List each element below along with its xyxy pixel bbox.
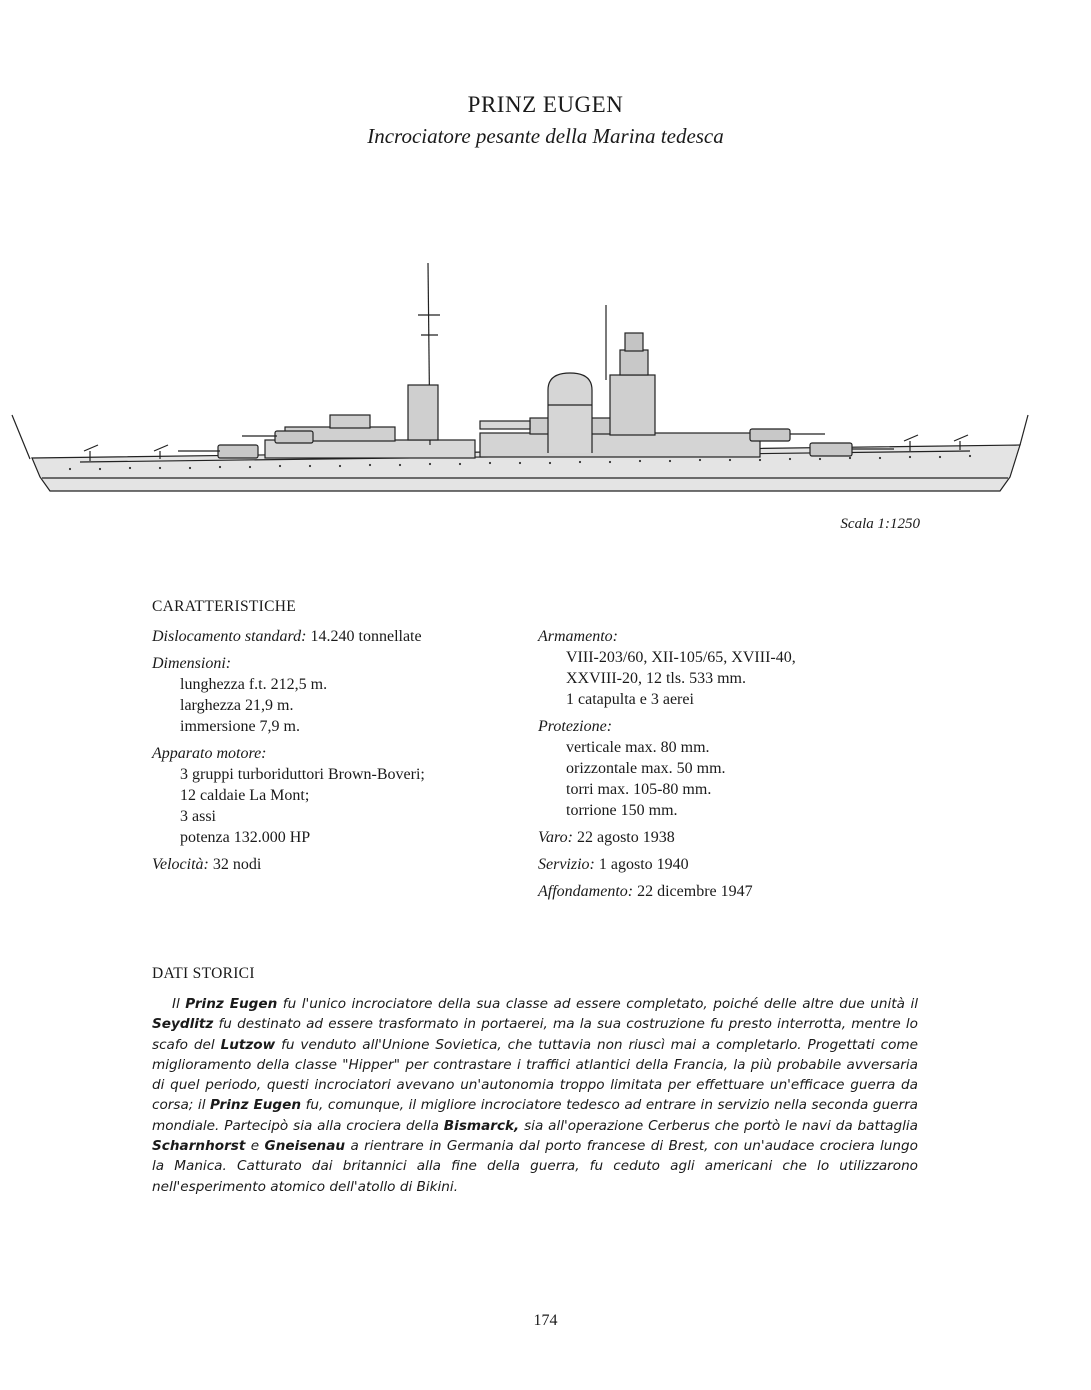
- ship-name: Gneisenau: [264, 1138, 346, 1155]
- page-title: PRINZ EUGEN: [467, 92, 624, 117]
- spec-displacement: [152, 626, 522, 647]
- spec-line: XXVIII-20, 12 tls. 533 mm.: [566, 670, 746, 687]
- history-text: fu, comunque, il migliore incrociatore tedesco ad entrare in servizio nella seconda guerra mondiale. Partecipò sia alla crociera della: [152, 1097, 918, 1134]
- spec-line: potenza 132.000 HP: [180, 829, 311, 846]
- spec-value: 1 agosto 1940: [598, 856, 689, 873]
- ship-name: Lutzow: [220, 1036, 276, 1053]
- spec-service: [538, 854, 918, 875]
- spec-dimensions: [152, 653, 522, 737]
- history-text: fu l'unico incrociatore della sua classe ad essere completato, poiché delle altre due unità il: [277, 996, 919, 1012]
- spec-line: orizzontale max. 50 mm.: [566, 760, 726, 777]
- specs-right-column: [538, 626, 918, 908]
- spec-value: 22 dicembre 1947: [637, 883, 753, 900]
- spec-value: 22 agosto 1938: [576, 829, 675, 846]
- history-heading: DATI STORICI: [152, 965, 255, 982]
- spec-line: verticale max. 80 mm.: [566, 739, 710, 756]
- ship-name: Scharnhorst: [152, 1138, 246, 1155]
- spec-label: Servizio:: [538, 856, 595, 873]
- scale-label: Scala 1:1250: [840, 516, 920, 532]
- spec-line: VIII-203/60, XII-105/65, XVIII-40,: [566, 649, 796, 666]
- spec-armament: [538, 626, 918, 710]
- spec-launch: [538, 827, 918, 848]
- spec-label: Dislocamento standard:: [152, 628, 307, 645]
- spec-label: Affondamento:: [538, 883, 634, 900]
- spec-line: 3 gruppi turboriduttori Brown-Boveri;: [180, 766, 425, 783]
- spec-line: immersione 7,9 m.: [180, 718, 300, 735]
- spec-label: Armamento:: [538, 628, 618, 645]
- page-number: 174: [533, 1312, 558, 1329]
- page-subtitle: Incrociatore pesante della Marina tedesca: [367, 124, 724, 148]
- spec-line: torri max. 105-80 mm.: [566, 781, 712, 798]
- ship-name: Prinz Eugen: [210, 1097, 302, 1114]
- ship-name: Bismarck,: [443, 1117, 520, 1134]
- history-text: Il: [172, 996, 186, 1012]
- spec-line: 1 catapulta e 3 aerei: [566, 691, 694, 708]
- spec-sinking: [538, 881, 918, 902]
- specs-left-column: [152, 626, 522, 881]
- spec-speed: [152, 854, 522, 875]
- history-text: fu destinato ad essere trasformato in portaerei, ma la sua costruzione fu presto interrotta, mentre lo scafo del: [152, 1016, 918, 1053]
- ship-name: Prinz Eugen: [185, 996, 278, 1012]
- spec-label: Apparato motore:: [152, 745, 267, 762]
- history-text: e: [245, 1138, 265, 1155]
- history-paragraph: [152, 994, 918, 1197]
- spec-label: Velocità:: [152, 856, 209, 873]
- spec-line: 12 caldaie La Mont;: [180, 787, 310, 804]
- spec-protection: [538, 716, 918, 821]
- spec-line: lunghezza f.t. 212,5 m.: [180, 676, 328, 693]
- history-text: a rientrare in Germania dal porto francese di Brest, con un'audace crociera lungo la Manica. Catturato dai britannici alla fine della guerra, fu ceduto agli americani che lo utilizzarono nell'esperimento atomico dell'atollo di Bikini.: [152, 1138, 918, 1195]
- history-text: fu venduto all'Unione Sovietica, che tuttavia non riuscì mai a completarlo. Progettati come miglioramento della classe "Hipper" per contrastare i traffici atlantici della Francia, la più probabile avversaria di quel periodo, questi incrociatori avevano un'autonomia troppo limitata per effettuare un'efficace guerra da corsa; il: [152, 1036, 918, 1114]
- spec-line: 3 assi: [180, 808, 216, 825]
- specs-heading: CARATTERISTICHE: [152, 598, 296, 615]
- spec-line: torrione 150 mm.: [566, 802, 678, 819]
- spec-label: Varo:: [538, 829, 573, 846]
- spec-value: 14.240 tonnellate: [310, 628, 422, 645]
- ship-profile-drawing: [10, 255, 1040, 500]
- spec-propulsion: [152, 743, 522, 848]
- spec-label: Dimensioni:: [152, 655, 232, 672]
- ship-name: Seydlitz: [152, 1016, 214, 1033]
- history-text: sia all'operazione Cerberus che portò le navi da battaglia: [519, 1117, 918, 1134]
- spec-line: larghezza 21,9 m.: [180, 697, 294, 714]
- spec-value: 32 nodi: [212, 856, 262, 873]
- spec-label: Protezione:: [538, 718, 613, 735]
